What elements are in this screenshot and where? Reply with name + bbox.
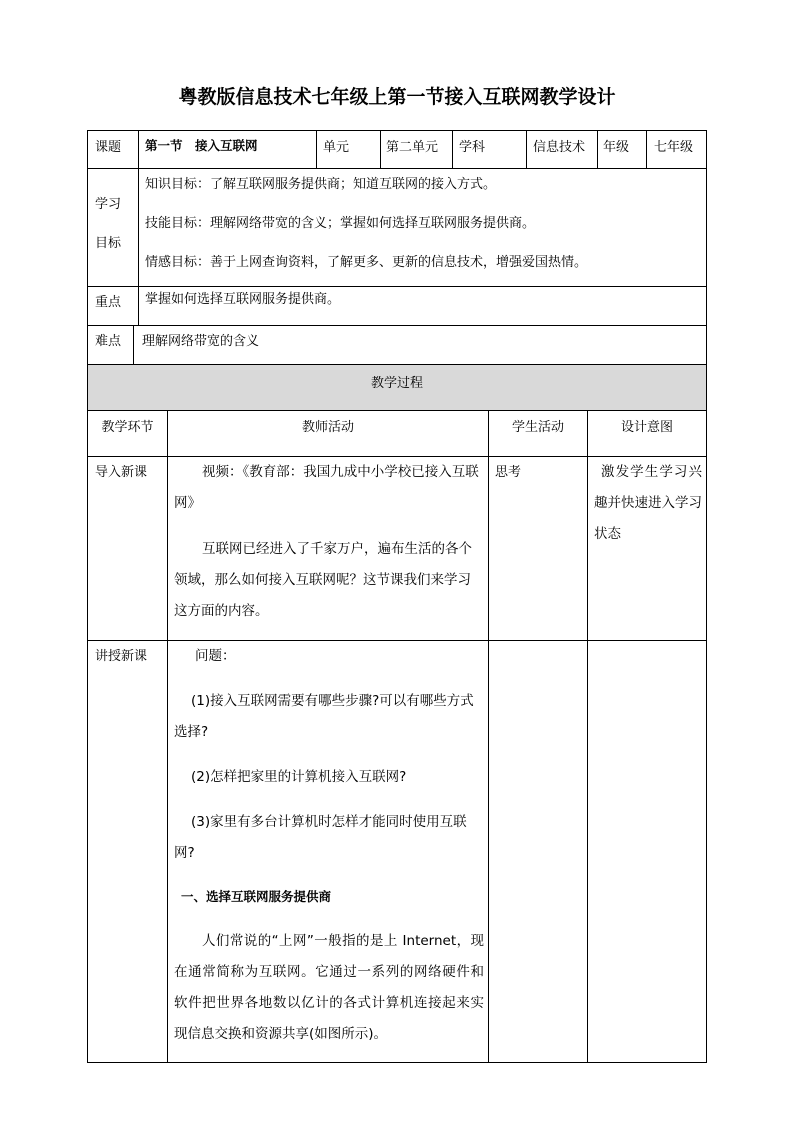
emotion-objective: 情感目标：善于上网查询资料，了解更多、更新的信息技术，增强爱国热情。 — [145, 255, 588, 270]
topic-label: 课题 — [95, 140, 122, 155]
intro-teacher-video: 视频：《教育部：我国九成中小学校已接入互联网》 — [174, 464, 479, 511]
unit-value: 第二单元 — [386, 140, 439, 155]
process-title: 教学过程 — [370, 376, 423, 391]
lecture-question-1: (1)接入互联网需要有哪些步骤?可以有哪些方式选择? — [174, 693, 474, 740]
objectives-label-2: 目标 — [95, 236, 122, 251]
objectives-label-1: 学习 — [95, 197, 122, 212]
lecture-section-1-text: 人们常说的“上网”一般指的是上 Internet，现在通常简称为互联网。它通过一系列的网络硬件和软件把世界各地数以亿计的各式计算机连接起来实现信息交换和资源共享(如图所示)。 — [174, 933, 484, 1042]
intro-intent: 激发学生学习兴趣并快速进入学习状态 — [594, 464, 702, 542]
grade-label: 年级 — [603, 140, 630, 155]
difficulty-text: 理解网络带宽的含义 — [142, 334, 260, 349]
knowledge-objective: 知识目标：了解互联网服务提供商；知道互联网的接入方式。 — [145, 177, 497, 192]
lecture-question-2: (2)怎样把家里的计算机接入互联网? — [191, 769, 407, 785]
lecture-stage: 讲授新课 — [95, 649, 148, 664]
intro-teacher-text: 互联网已经进入了千家万户，遍布生活的各个领域，那么如何接入互联网呢？这节课我们来学习这方面的内容。 — [174, 541, 472, 619]
subject-label: 学科 — [459, 140, 486, 155]
topic-value: 第一节 接入互联网 — [145, 138, 258, 153]
difficulty-label: 难点 — [95, 334, 122, 349]
column-header-intent: 设计意图 — [620, 420, 673, 435]
column-header-stage: 教学环节 — [101, 420, 154, 435]
intro-student: 思考 — [495, 465, 522, 480]
skill-objective: 技能目标：理解网络带宽的含义；掌握如何选择互联网服务提供商。 — [145, 216, 536, 231]
document-title: 粤教版信息技术七年级上第一节接入互联网教学设计 — [178, 86, 616, 108]
intro-stage: 导入新课 — [95, 465, 148, 480]
lecture-question-title: 问题： — [195, 648, 236, 664]
unit-label: 单元 — [323, 140, 350, 155]
lecture-question-3: (3)家里有多台计算机时怎样才能同时使用互联网? — [174, 814, 467, 861]
key-point-text: 掌握如何选择互联网服务提供商。 — [145, 292, 341, 307]
subject-value: 信息技术 — [533, 140, 586, 155]
column-header-teacher: 教师活动 — [301, 420, 354, 435]
grade-value: 七年级 — [654, 140, 694, 155]
lecture-section-1-heading: 一、选择互联网服务提供商 — [181, 889, 332, 904]
column-header-student: 学生活动 — [511, 420, 564, 435]
key-point-label: 重点 — [95, 295, 122, 310]
